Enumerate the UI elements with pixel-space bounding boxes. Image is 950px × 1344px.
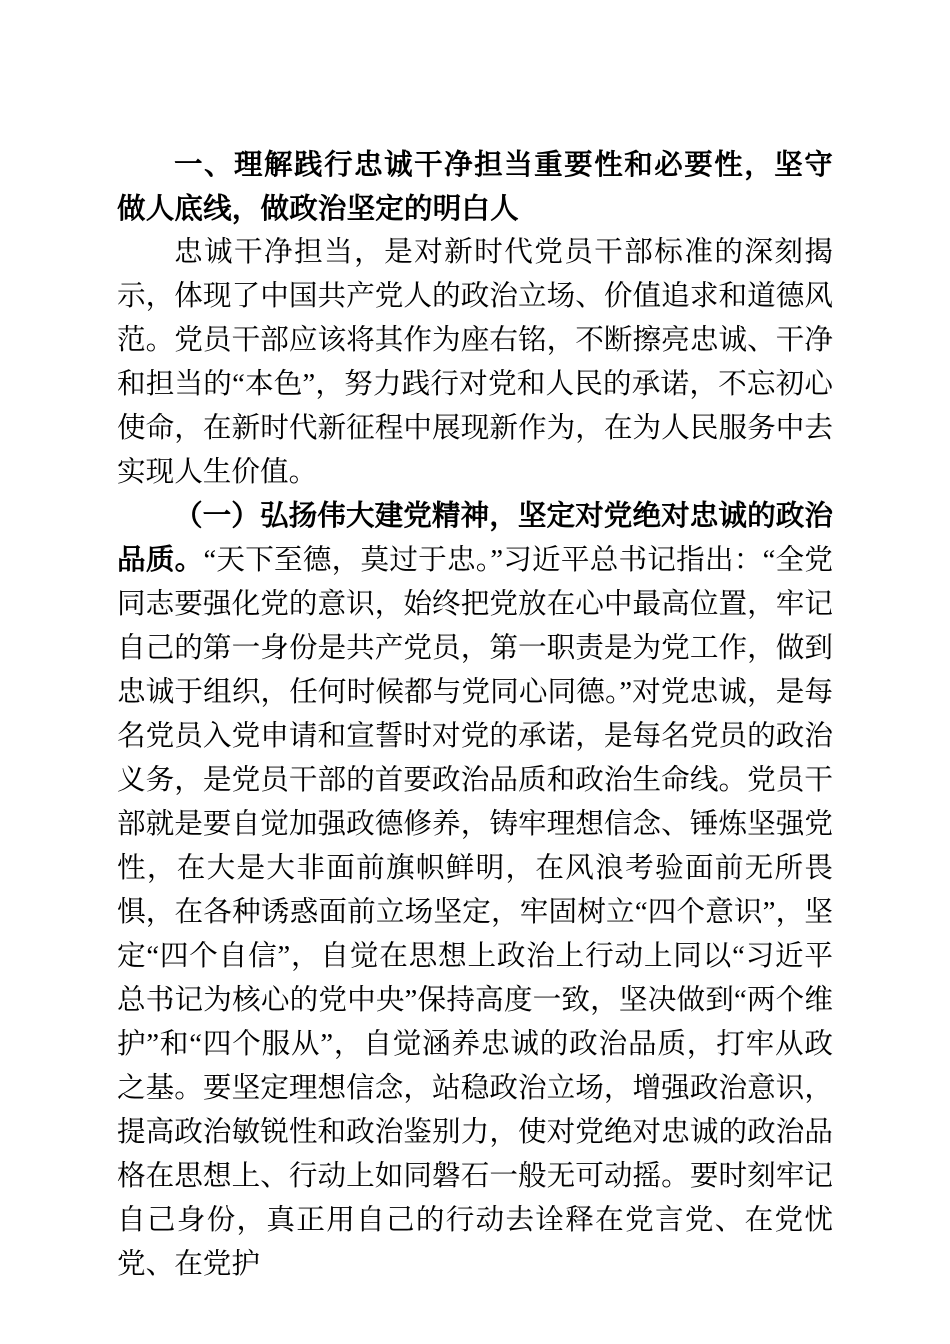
paragraph-1: 忠诚干净担当，是对新时代党员干部标准的深刻揭示，体现了中国共产党人的政治立场、价值追求和道德风范。党员干部应该将其作为座右铭，不断擦亮忠诚、干净和担当的“本色”，努力践行对党和人民的承诺，不忘初心使命，在新时代新征程中展现新作为，在为人民服务中去实现人生价值。 xyxy=(117,237,833,488)
section-heading-1: 一、理解践行忠诚干净担当重要性和必要性，坚守做人底线，做政治坚定的明白人 xyxy=(117,149,833,225)
subsection-heading-1-label: （一）弘扬伟大建党精神，坚定对党绝对忠诚的政治品质。 xyxy=(117,501,833,576)
paragraph-2-body: “天下至德，莫过于忠。”习近平总书记指出：“全党同志要强化党的意识，始终把党放在心中最高位置，牢记自己的第一身份是共产党员，第一职责是为党工作，做到忠诚于组织，任何时候都与党同心同德。”对党忠诚，是每名党员入党申请和宣誓时对党的承诺，是每名党员的政治义务，是党员干部的首要政治品质和政治生命线。党员干部就是要自觉加强政德修养，铸牢理想信念、锤炼坚强党性，在大是大非面前旗帜鲜明，在风浪考验面前无所畏惧，在各种诱惑面前立场坚定，牢固树立“四个意识”，坚定“四个自信”，自觉在思想上政治上行动上同以“习近平总书记为核心的党中央”保持高度一致，坚决做到“两个维护”和“四个服从”，自觉涵养忠诚的政治品质，打牢从政之基。要坚定理想信念，站稳政治立场，增强政治意识，提高政治敏锐性和政治鉴别力，使对党绝对忠诚的政治品格在思想上、行动上如同磐石一般无可动摇。要时刻牢记自己身份，真正用自己的行动去诠释在党言党、在党忧党、在党护 xyxy=(117,545,833,1280)
paragraph-2 xyxy=(117,495,833,1287)
document-text-column xyxy=(117,143,833,1287)
